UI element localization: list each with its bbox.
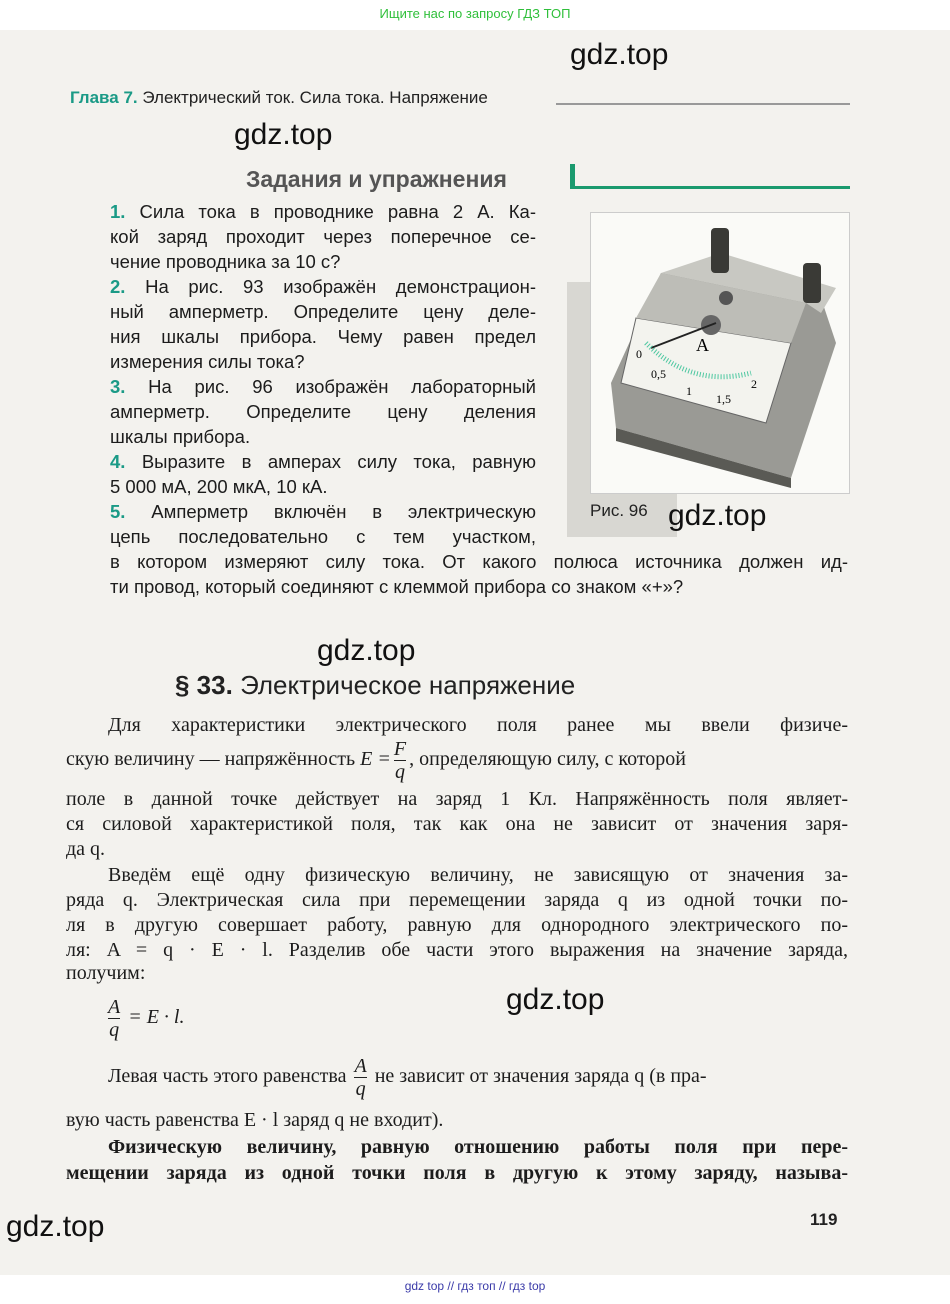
exercise-line — [110, 576, 848, 598]
watermark: gdz.top — [506, 983, 605, 1016]
paragraph-heading: Электрическое напряжение — [240, 670, 576, 700]
exercise-line — [110, 351, 536, 373]
exercise-text: в котором измеряют силу тока. От какого полюса источника должен ид- — [110, 551, 848, 572]
exercise-line — [110, 426, 536, 448]
exercise-text: кой заряд проходит через поперечное се- — [110, 226, 536, 247]
exercise-line — [110, 526, 536, 548]
exercise-line — [110, 401, 536, 423]
body-line: вую часть равенства E · l заряд q не входит). — [66, 1109, 444, 1131]
definition-line: Физическую величину, равную отношению работы поля при пере- — [108, 1136, 848, 1158]
exercise-text: На рис. 93 изображён демонстрацион- — [145, 276, 536, 297]
body-line-formula: Левая часть этого равенства $\frac{A}{q}$ не зависит от значения заряда q (в пра- — [108, 1055, 707, 1100]
exercise-text: амперметр. Определите цену деления — [110, 401, 536, 422]
exercise-number: 2. — [110, 276, 126, 297]
chapter-title: Электрический ток. Сила тока. Напряжение — [142, 88, 488, 107]
exercise-text: Выразите в амперах силу тока, равную — [141, 451, 537, 472]
body-line: ся силовой характеристикой поля, так как она не зависит от значения заря- — [66, 813, 848, 835]
exercise-number: 4. — [110, 451, 126, 472]
paragraph-title — [175, 670, 575, 701]
paragraph-number: § 33. — [175, 670, 233, 700]
exercise-text: чение проводника за 10 с? — [110, 251, 341, 272]
exercise-line — [110, 251, 536, 273]
exercise-number: 3. — [110, 376, 126, 397]
watermark: gdz.top — [6, 1210, 105, 1243]
exercise-text: ния шкалы прибора. Чему равен предел — [110, 326, 536, 347]
watermark: gdz.top — [234, 118, 333, 151]
exercise-line — [110, 201, 536, 223]
exercise-line — [110, 226, 536, 248]
exercise-line — [110, 376, 536, 398]
body-line: ряда q. Электрическая сила при перемещении заряда q из одной точки по- — [66, 889, 848, 911]
scale-label: 2 — [751, 377, 757, 391]
exercise-text: ный амперметр. Определите цену деле- — [110, 301, 536, 322]
body-line: ля в другую совершает работу, равную для однородного электрического по- — [66, 914, 848, 936]
chapter-header — [70, 88, 488, 108]
section-bar — [570, 164, 575, 188]
exercise-line — [110, 476, 536, 498]
exercise-text: На рис. 96 изображён лабораторный — [148, 376, 536, 397]
exercise-number: 5. — [110, 501, 126, 522]
body-line-formula: скую величину — напряжённость E = $\frac{F}{q}$ , определяющую силу, с которой — [66, 738, 686, 783]
exercise-text: 5 000 мА, 200 мкА, 10 кА. — [110, 476, 328, 497]
exercise-line — [110, 451, 536, 473]
exercise-line — [110, 326, 536, 348]
page-number: 119 — [810, 1210, 838, 1229]
exercise-text: ти провод, который соединяют с клеммой прибора со знаком «+»? — [110, 576, 684, 597]
section-rule — [570, 186, 850, 189]
exercise-text: цепь последовательно с тем участком, — [110, 526, 536, 547]
exercise-text: Амперметр включён в электрическую — [151, 501, 537, 522]
top-note: Ищите нас по запросу ГДЗ ТОП — [379, 6, 571, 21]
chapter-number: Глава 7. — [70, 88, 138, 107]
body-line: да q. — [66, 838, 106, 860]
header-rule — [556, 103, 850, 105]
exercise-line — [110, 301, 536, 323]
exercise-line — [110, 276, 536, 298]
definition-line: мещении заряда из одной точки поля в другую к этому заряду, называ- — [66, 1162, 848, 1184]
scale-label: 1 — [686, 384, 692, 398]
figure-caption: Рис. 96 — [590, 501, 648, 520]
exercise-text: измерения силы тока? — [110, 351, 305, 372]
body-line: Для характеристики электрического поля ранее мы ввели физиче- — [108, 714, 848, 736]
scale-label: 0 — [636, 347, 642, 361]
exercise-number: 1. — [110, 201, 126, 222]
bottom-note: gdz top // гдз топ // гдз top — [404, 1279, 546, 1293]
scale-label: 0,5 — [651, 367, 666, 381]
dial-letter: A — [696, 335, 709, 355]
exercise-text: Сила тока в проводнике равна 2 А. Ка- — [139, 201, 537, 222]
watermark: gdz.top — [317, 634, 416, 667]
exercise-line — [110, 501, 536, 523]
body-line: поле в данной точке действует на заряд 1 Кл. Напряжённость поля являет- — [66, 788, 848, 810]
body-line: ля: A = q · E · l. Разделив обе части этого выражения на значение заряда, — [66, 939, 848, 961]
ammeter-illustration — [591, 213, 849, 493]
ammeter-figure — [590, 212, 850, 494]
watermark: gdz.top — [570, 38, 669, 71]
fraction-F-over-q: $\frac{F}{q}$ — [393, 738, 407, 783]
section-title: Задания и упражнения — [246, 166, 507, 192]
watermark: gdz.top — [668, 499, 767, 532]
formula-A-over-q: $\frac{A}{q}$ = E · l. — [108, 996, 185, 1041]
scale-label: 1,5 — [716, 392, 731, 406]
body-line: получим: — [66, 962, 146, 984]
body-line: Введём ещё одну физическую величину, не зависящую от значения за- — [108, 864, 848, 886]
exercise-line — [110, 551, 848, 573]
exercise-text: шкалы прибора. — [110, 426, 251, 447]
